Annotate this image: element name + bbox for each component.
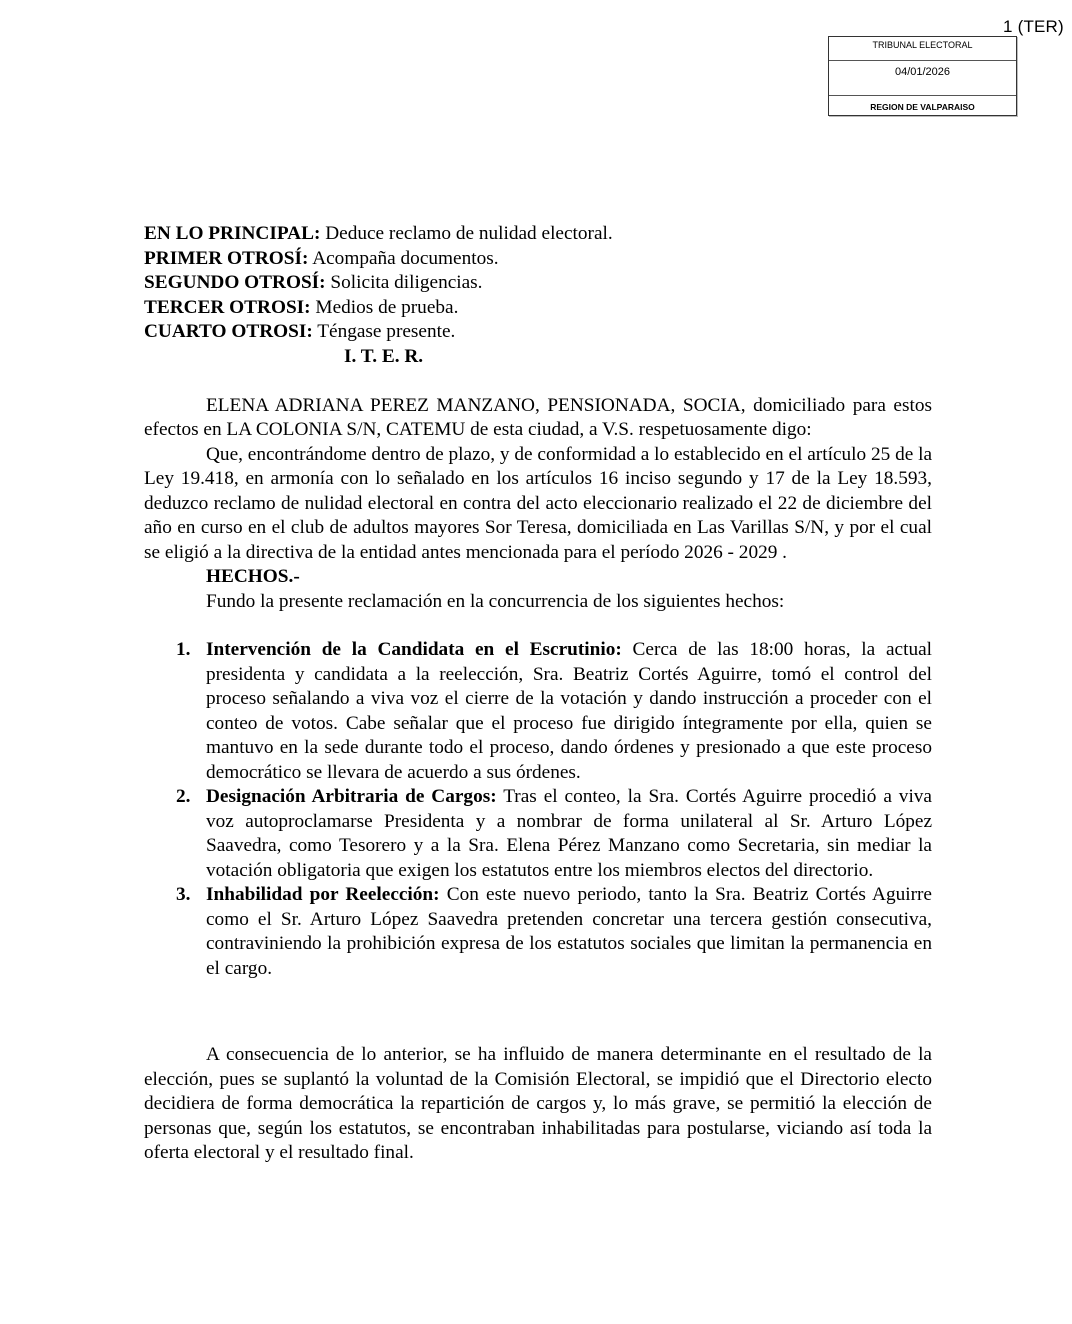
addressee: I. T. E. R. <box>344 345 424 367</box>
court-stamp <box>828 36 1017 116</box>
sumilla-line <box>144 271 932 296</box>
conclusion-paragraph: A consecuencia de lo anterior, se ha influido de manera determinante en el resultado de la elección, pues se suplantó la voluntad de la Comisión Electoral, se impidió que el Directorio electo decidiera de forma democrática la repartición de cargos y, lo más grave, se permitió la elección de personas que, según los estatutos, se encontraban inhabilitadas para postularse, viciando así toda la oferta electoral y el resultado final. <box>144 1044 932 1163</box>
item-text: Tras el conteo, la Sra. Cortés Aguirre procedió a viva voz autoproclamarse Presidenta y a nombrar de forma unilateral al Sr. Arturo López Saavedra, como Tesorero y a la Sra. Elena Pérez Manzano como Secretaria, sin mediar la votación obligatoria que exigen los estatutos entre los miembros electos del directorio. <box>206 786 932 881</box>
item-text: Con este nuevo periodo, tanto la Sra. Beatriz Cortés Aguirre como el Sr. Arturo López Saavedra pretenden concretar una tercera gestión consecutiva, contraviniendo la prohibición expresa de los estatutos sociales que limitan la permanencia en el cargo. <box>206 884 932 979</box>
list-item <box>176 785 932 883</box>
sumilla <box>144 222 932 369</box>
hechos-heading: HECHOS.- <box>206 566 300 587</box>
page-number: 1 (TER) <box>1003 17 1064 36</box>
sumilla-label: CUARTO OTROSI: <box>144 321 313 342</box>
intro-paragraph: ELENA ADRIANA PEREZ MANZANO, PENSIONADA, SOCIA, domiciliado para estos efectos en LA COLONIA S/N, CATEMU de esta ciudad, a V.S. respetuosamente digo: <box>144 394 932 440</box>
sumilla-label: PRIMER OTROSÍ: <box>144 247 309 269</box>
sumilla-label: TERCER OTROSI: <box>144 296 311 318</box>
list-item <box>176 638 932 785</box>
sumilla-line <box>144 247 932 272</box>
item-title: Inhabilidad por Reelección: <box>206 884 440 905</box>
item-title: Intervención de la Candidata en el Escrutinio: <box>206 639 622 660</box>
stamp-region: REGION DE VALPARAISO <box>870 102 975 112</box>
sumilla-label: SEGUNDO OTROSÍ: <box>144 272 326 293</box>
stamp-date: 04/01/2026 <box>829 61 1016 96</box>
hechos-list <box>144 638 932 981</box>
stamp-court: TRIBUNAL ELECTORAL <box>829 37 1016 61</box>
sumilla-line <box>144 320 932 345</box>
item-number: 3. <box>176 884 191 905</box>
sumilla-text: Deduce reclamo de nulidad electoral. <box>320 223 613 244</box>
hechos-intro: Fundo la presente reclamación en la concurrencia de los siguientes hechos: <box>206 590 785 612</box>
sumilla-line <box>144 222 932 247</box>
item-title: Designación Arbitraria de Cargos: <box>206 786 497 807</box>
sumilla-text: Medios de prueba. <box>310 296 459 318</box>
item-text: Cerca de las 18:00 horas, la actual presidenta y candidata a la reelección, Sra. Beatriz Cortés Aguirre, tomó el control del proceso señalando a viva voz el cierre de la votación y dando instrucción a proceder con el conteo de votos. Cabe señalar que el proceso fue dirigido íntegramente por ella, quien se mantuvo en la sede durante todo el proceso, dando órdenes y presionado a que este proceso democrático se llevara de acuerdo a sus órdenes. <box>206 639 932 783</box>
list-item <box>176 883 932 981</box>
sumilla-text: Acompaña documentos. <box>308 247 499 269</box>
claim-paragraph: Que, encontrándome dentro de plazo, y de conformidad a lo establecido en el artículo 25 de la Ley 19.418, en armonía con lo señalado en los artículos 16 inciso segundo y 17 de la Ley 18.593, deduzco reclamo de nulidad electoral en contra del acto eleccionario realizado el 22 de diciembre del año en curso en el club de adultos mayores Sor Teresa, domiciliada en Las Varillas S/N, y por el cual se eligió a la directiva de la entidad antes mencionada para el período 2026 - 2029 . <box>144 443 932 563</box>
document-body <box>144 222 932 1166</box>
sumilla-label: EN LO PRINCIPAL: <box>144 223 321 244</box>
sumilla-text: Solicita diligencias. <box>325 272 483 293</box>
item-number: 2. <box>176 786 191 807</box>
item-number: 1. <box>176 639 191 660</box>
sumilla-text: Téngase presente. <box>312 321 456 342</box>
sumilla-line <box>144 296 932 321</box>
